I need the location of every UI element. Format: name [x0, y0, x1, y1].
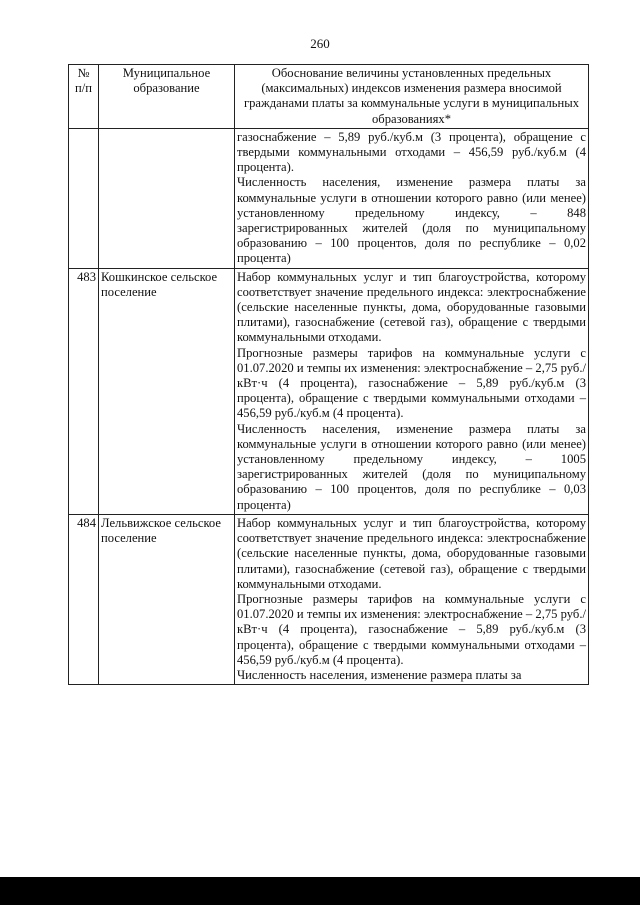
table-row-483 [69, 268, 589, 514]
paragraph: Численность населения, изменение размера платы за коммунальные услуги в отношении которого равно (или менее) установленному предельному индексу, – 1005 зарегистрированных жителей (доля по муниципальному образованию – 100 процентов, доля по республике – 0,03 процента) [237, 421, 586, 512]
header-number: № п/п [69, 65, 99, 129]
cell-number: 484 [69, 514, 99, 684]
cell-number-empty [69, 128, 99, 268]
cell-municipality: Кошкинское сельское поселение [99, 268, 235, 514]
paragraph: Численность населения, изменение размера платы за коммунальные услуги в отношении которого равно (или менее) установленному предельному индексу, – 848 зарегистрированных жителей (доля по муниципальному образованию – 100 процентов, доля по республике – 0,02 процента) [237, 175, 586, 266]
table-header-row [69, 65, 589, 129]
cell-justification [235, 128, 589, 268]
paragraph: Набор коммунальных услуг и тип благоустройства, которому соответствует значение предельного индекса: электроснабжение (сельские населенные пункты, дома, оборудованные газовыми плитами), газоснабжение (сетевой газ), обращение с твердыми коммунальными отходами. [237, 515, 586, 591]
cell-justification [235, 514, 589, 684]
table-row-484 [69, 514, 589, 684]
scan-edge-bar [0, 877, 640, 905]
header-municipality: Муниципальное образование [99, 65, 235, 129]
header-justification: Обоснование величины установленных предельных (максимальных) индексов изменения размера вносимой гражданами платы за коммунальные услуги в муниципальных образованиях* [235, 65, 589, 129]
cell-municipality-empty [99, 128, 235, 268]
paragraph: Набор коммунальных услуг и тип благоустройства, которому соответствует значение предельного индекса: электроснабжение (сельские населенные пункты, дома, оборудованные газовыми плитами), газоснабжение (сетевой газ), обращение с твердыми коммунальными отходами. [237, 269, 586, 345]
paragraph: газоснабжение – 5,89 руб./куб.м (3 процента), обращение с твердыми коммунальными отходами – 456,59 руб./куб.м (4 процента). [237, 129, 586, 175]
cell-justification [235, 268, 589, 514]
paragraph: Численность населения, изменение размера платы за [237, 667, 522, 682]
cell-municipality: Лельвижское сельское поселение [99, 514, 235, 684]
table-row-continuation [69, 128, 589, 268]
page-number: 260 [310, 36, 330, 51]
cell-number: 483 [69, 268, 99, 514]
tariff-index-table [68, 64, 589, 685]
paragraph: Прогнозные размеры тарифов на коммунальные услуги с 01.07.2020 и темпы их изменения: электроснабжение – 2,75 руб./кВт·ч (4 процента), газоснабжение – 5,89 руб./куб.м (3 процента), обращение с твердыми коммунальными отходами – 456,59 руб./куб.м (4 процента). [237, 591, 586, 667]
paragraph: Прогнозные размеры тарифов на коммунальные услуги с 01.07.2020 и темпы их изменения: электроснабжение – 2,75 руб./кВт·ч (4 процента), газоснабжение – 5,89 руб./куб.м (3 процента), обращение с твердыми коммунальными отходами – 456,59 руб./куб.м (4 процента). [237, 345, 586, 421]
